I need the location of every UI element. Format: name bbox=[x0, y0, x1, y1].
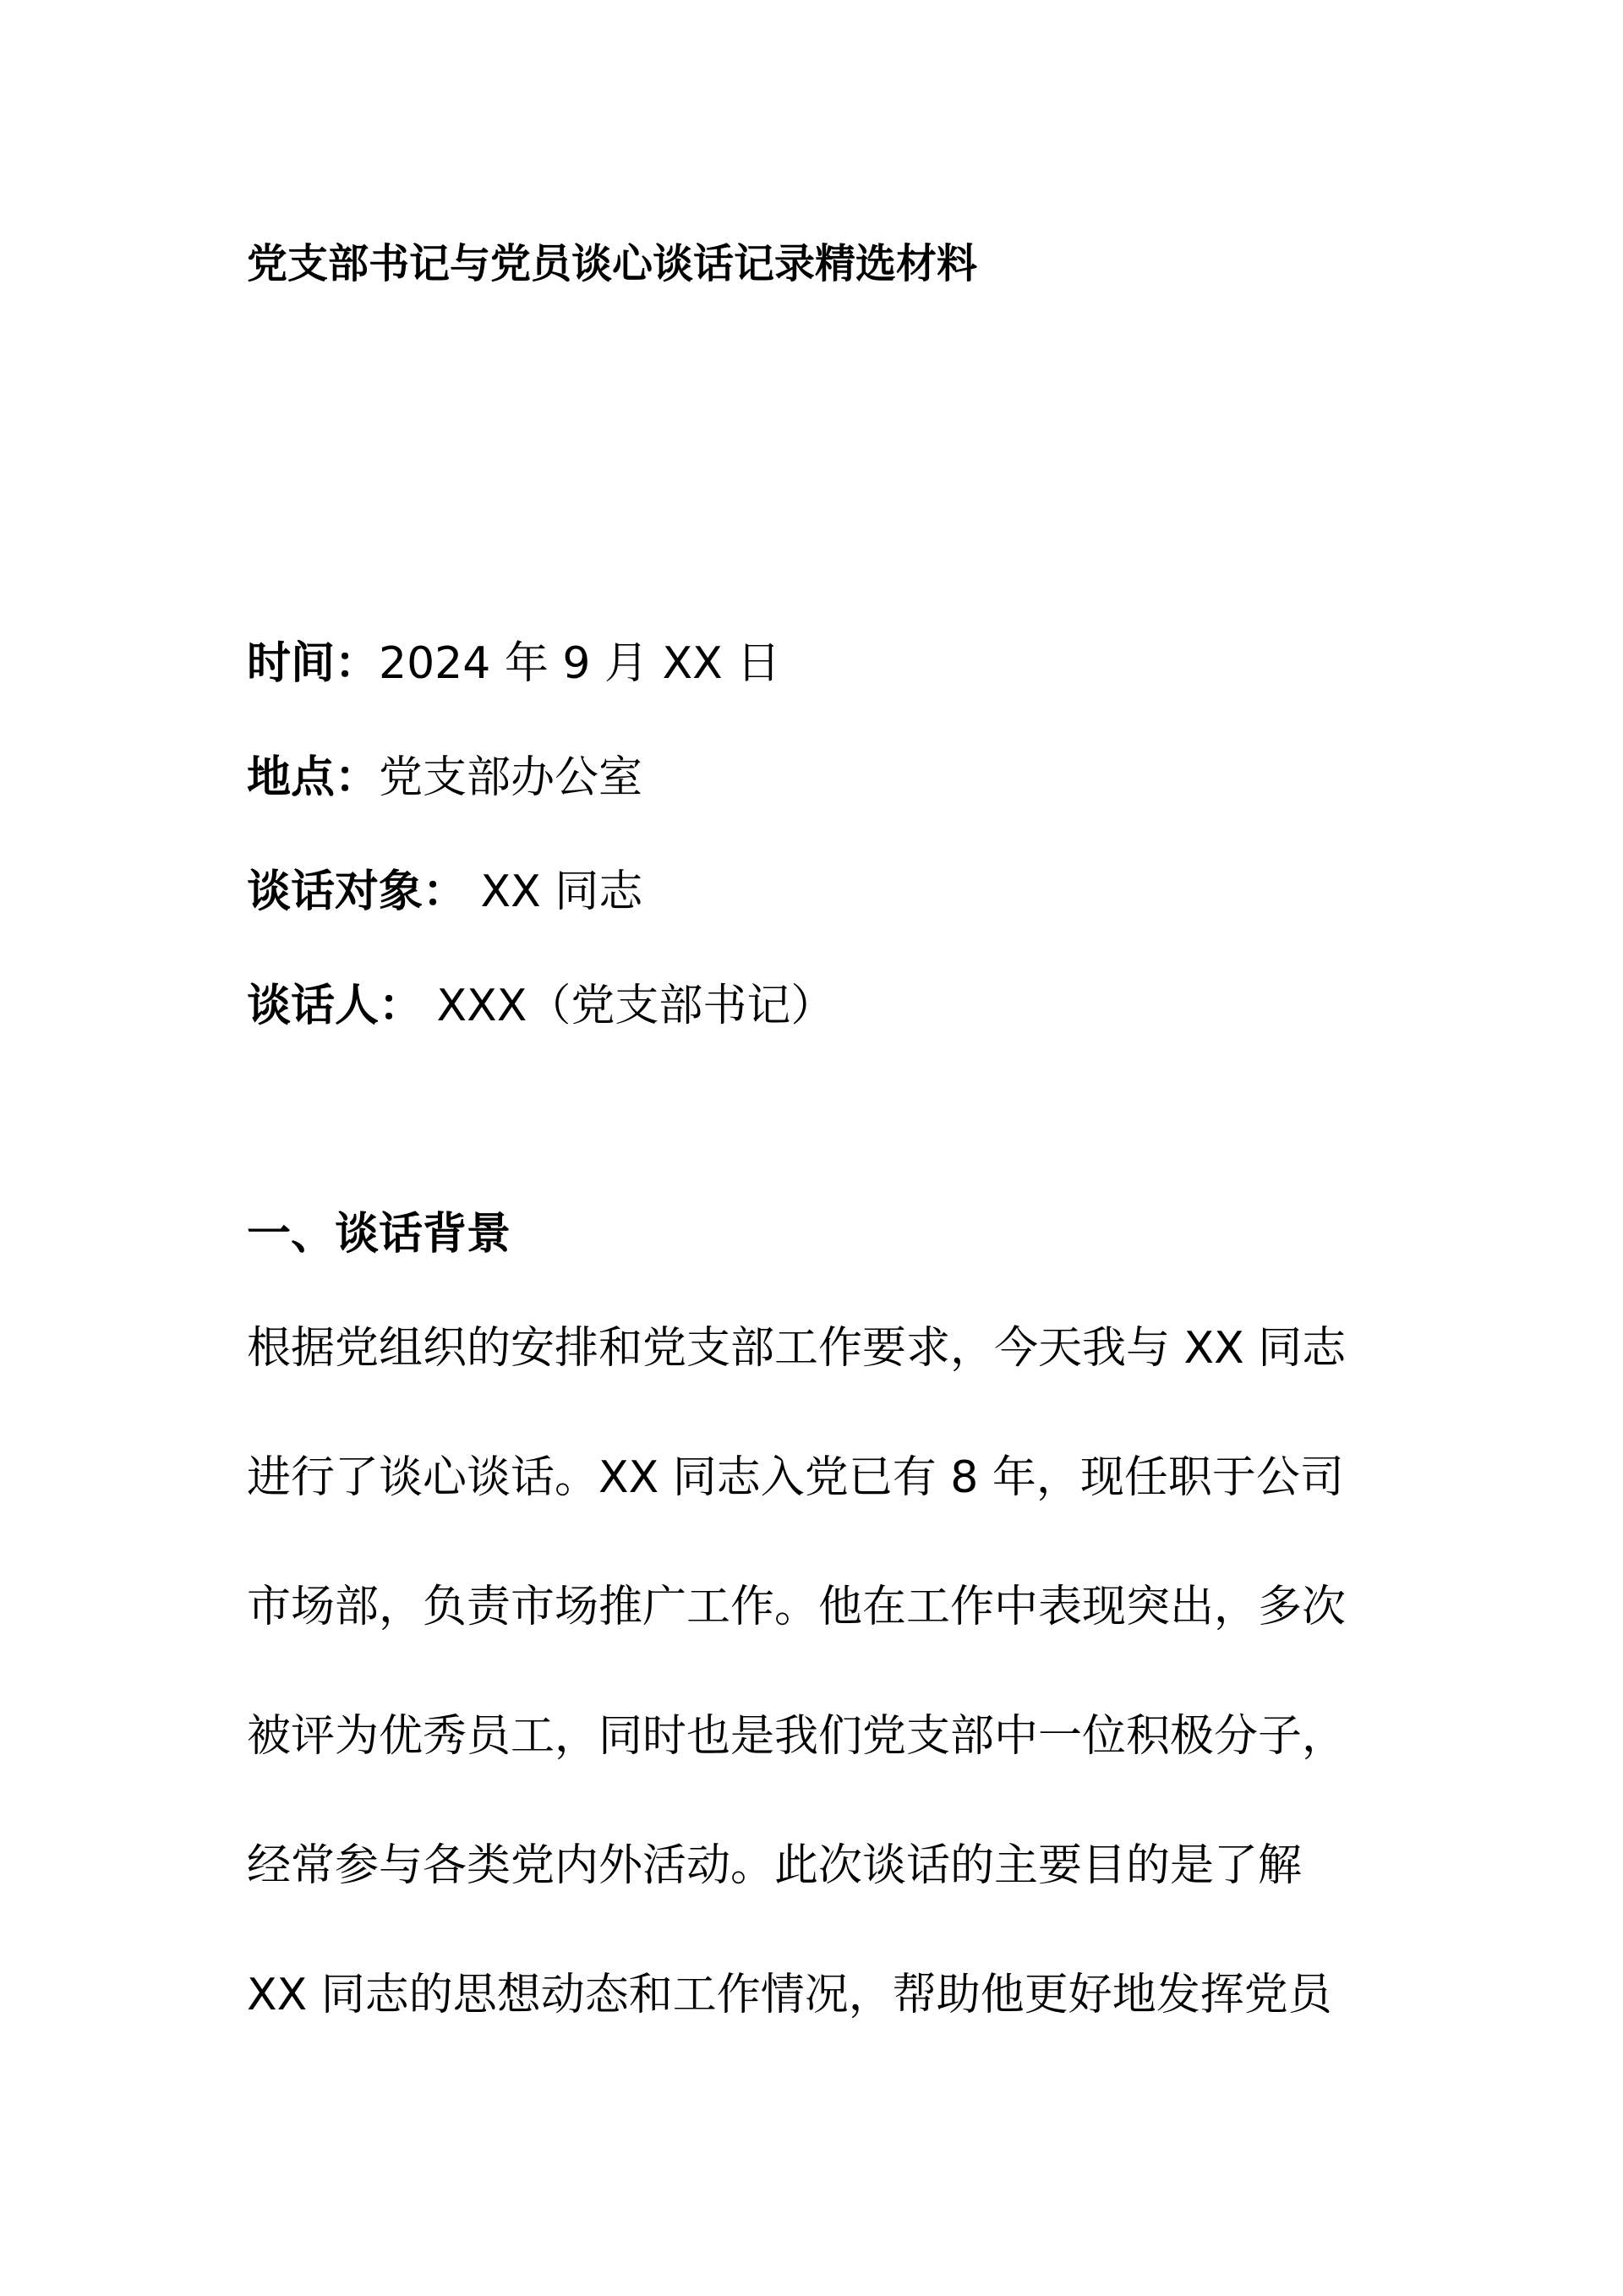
subject-label: 谈话对象： bbox=[247, 866, 467, 917]
paragraph-line: 经常参与各类党内外活动。此次谈话的主要目的是了解 bbox=[247, 1840, 1303, 1891]
paragraph-line: 根据党组织的安排和党支部工作要求，今天我与 XX 同志 bbox=[247, 1323, 1347, 1374]
time-label: 时间： bbox=[247, 638, 380, 689]
meta-time bbox=[247, 630, 780, 697]
place-value: 党支部办公室 bbox=[379, 752, 643, 803]
meta-speaker bbox=[247, 972, 834, 1040]
paragraph-line: XX 同志的思想动态和工作情况，帮助他更好地发挥党员 bbox=[247, 1970, 1332, 2020]
meta-place bbox=[247, 744, 642, 812]
speaker-value: XXX（党支部书记） bbox=[423, 981, 835, 1031]
document-title: 党支部书记与党员谈心谈话记录精选材料 bbox=[247, 240, 978, 287]
speaker-label: 谈话人： bbox=[247, 981, 424, 1031]
meta-subject bbox=[247, 858, 642, 926]
subject-value: XX 同志 bbox=[467, 866, 643, 917]
paragraph-line: 被评为优秀员工，同时也是我们党支部中一位积极分子， bbox=[247, 1711, 1347, 1762]
paragraph-line: 市场部，负责市场推广工作。他在工作中表现突出，多次 bbox=[247, 1582, 1347, 1632]
place-label: 地点： bbox=[247, 752, 380, 803]
section-heading-background: 一、谈话背景 bbox=[247, 1209, 511, 1260]
time-value: 2024 年 9 月 XX 日 bbox=[379, 638, 781, 689]
paragraph-line: 进行了谈心谈话。XX 同志入党已有 8 年，现任职于公司 bbox=[247, 1452, 1344, 1503]
